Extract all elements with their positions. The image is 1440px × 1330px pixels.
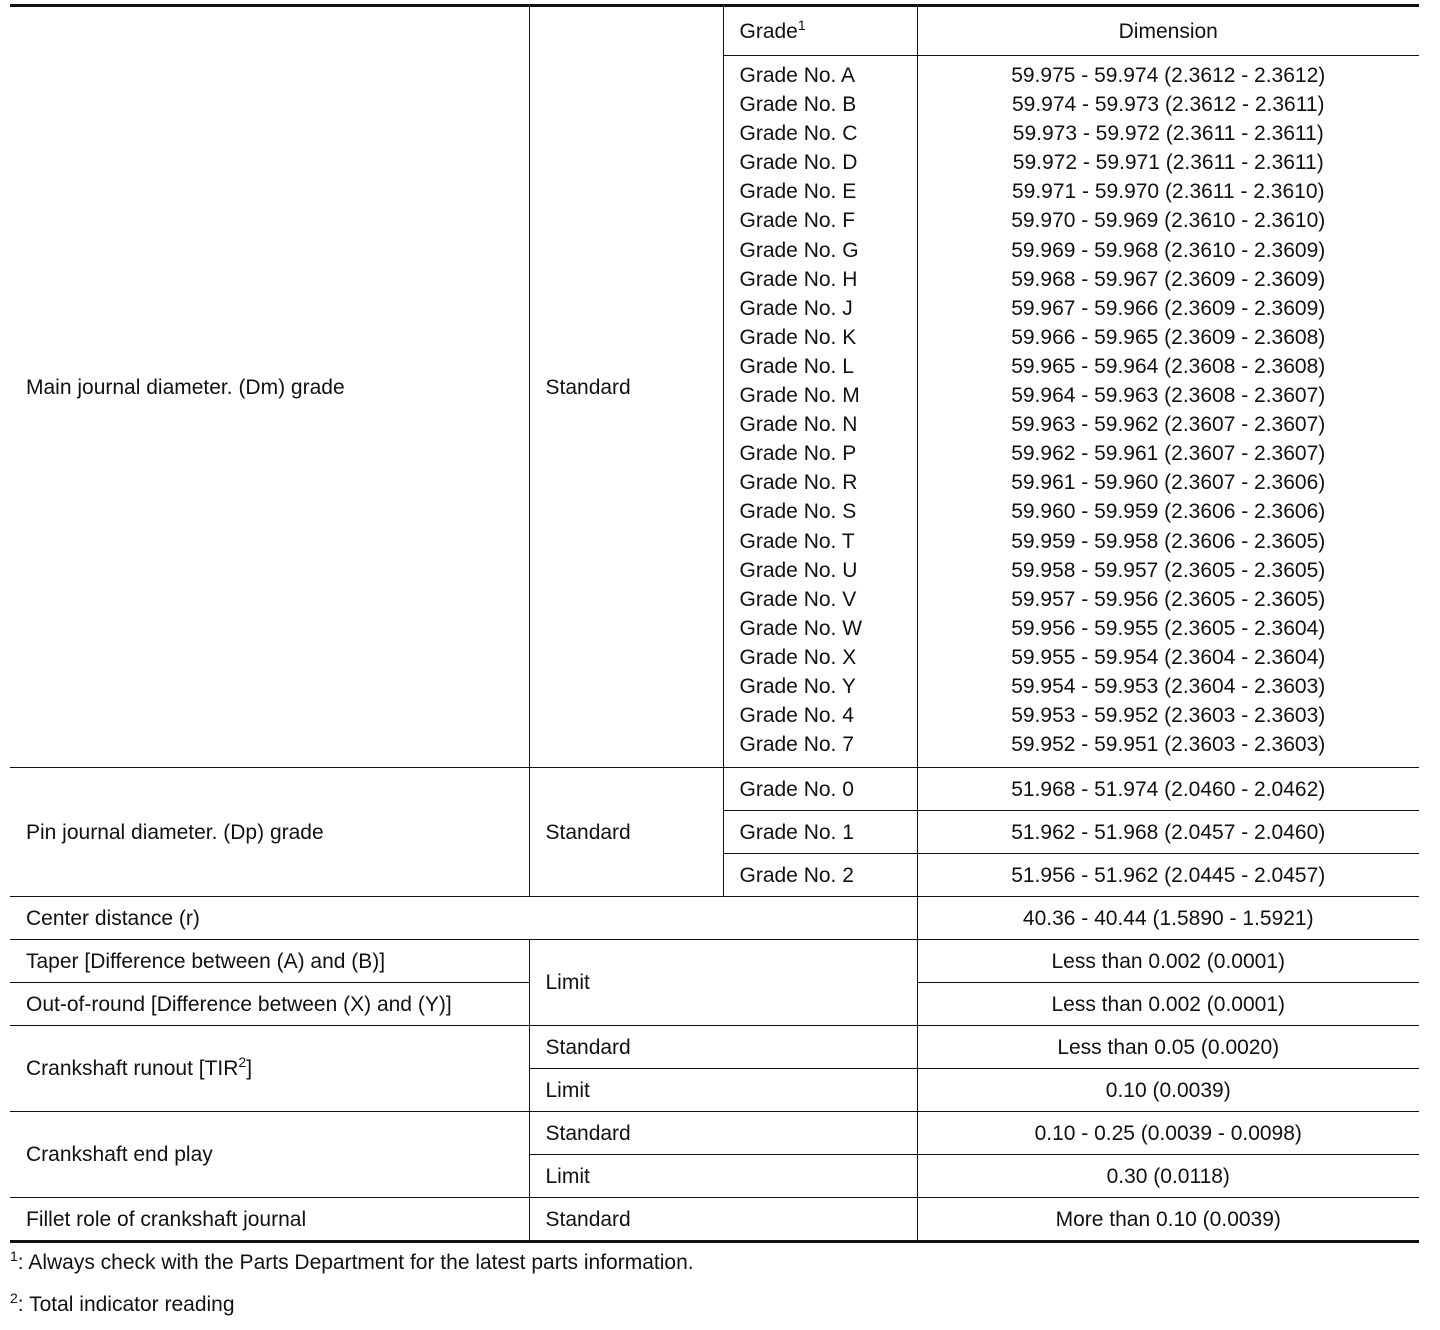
taper-row	[10, 940, 1419, 983]
end-play-standard-label: Standard	[529, 1112, 917, 1155]
main-journal-grade: Grade No. B	[739, 93, 857, 117]
main-journal-dimension: 59.971 - 59.970 (2.3611 - 2.3610)	[1011, 180, 1325, 204]
main-journal-grade: Grade No. X	[739, 645, 857, 669]
out-of-round-item: Out-of-round [Difference between (X) and (Y)]	[10, 983, 529, 1026]
footnote-2-mark: 2	[10, 1290, 18, 1306]
end-play-limit-value: 0.30 (0.0118)	[917, 1155, 1419, 1198]
main-journal-grade: Grade No. V	[739, 587, 857, 611]
main-journal-dimension: 59.966 - 59.965 (2.3609 - 2.3608)	[1011, 325, 1326, 349]
main-journal-dimension: 59.975 - 59.974 (2.3612 - 2.3612)	[1011, 64, 1326, 87]
runout-standard-label: Standard	[529, 1026, 917, 1069]
header-row	[10, 6, 1419, 56]
grade-header-label: Grade	[739, 19, 798, 43]
main-journal-grade: Grade No. M	[739, 384, 860, 408]
main-journal-dimension: 59.956 - 59.955 (2.3605 - 2.3604)	[1011, 616, 1326, 640]
runout-limit-value: 0.10 (0.0039)	[917, 1069, 1419, 1112]
main-journal-item: Main journal diameter. (Dm) grade	[10, 6, 529, 768]
runout-item-close: ]	[246, 1057, 253, 1081]
runout-item-label: Crankshaft runout [TIR	[26, 1057, 239, 1081]
main-journal-grade: Grade No. C	[739, 122, 858, 146]
grade-header-footnote-mark: 1	[797, 16, 806, 33]
main-journal-dimension: 59.959 - 59.958 (2.3606 - 2.3605)	[1011, 529, 1326, 553]
main-journal-dimension: 59.970 - 59.969 (2.3610 - 2.3610)	[1011, 209, 1326, 233]
pin-grade: Grade No. 0	[723, 768, 917, 811]
main-journal-dimension: 59.973 - 59.972 (2.3611 - 2.3611)	[1012, 122, 1324, 146]
main-journal-grade: Grade No. T	[739, 529, 855, 553]
pin-grade: Grade No. 2	[723, 854, 917, 897]
fillet-value: More than 0.10 (0.0039)	[917, 1198, 1419, 1242]
main-journal-dimension: 59.953 - 59.952 (2.3603 - 2.3603)	[1011, 704, 1326, 728]
main-journal-dimension: 59.962 - 59.961 (2.3607 - 2.3607)	[1011, 442, 1326, 466]
main-journal-grade: Grade No. D	[739, 151, 858, 175]
main-journal-dimension: 59.960 - 59.959 (2.3606 - 2.3606)	[1011, 500, 1326, 524]
main-journal-grade: Grade No. Y	[739, 674, 856, 698]
footnote-1-text: : Always check with the Parts Department for the latest parts information.	[17, 1251, 694, 1274]
pin-journal-row	[10, 768, 1419, 811]
footnote-1	[10, 1248, 694, 1275]
end-play-standard-row	[10, 1112, 1419, 1155]
main-journal-dimension: 59.968 - 59.967 (2.3609 - 2.3609)	[1011, 267, 1326, 291]
main-journal-dimension: 59.954 - 59.953 (2.3604 - 2.3603)	[1011, 674, 1326, 698]
main-journal-grade: Grade No. G	[739, 238, 859, 262]
grade-header	[723, 6, 917, 56]
out-of-round-value: Less than 0.002 (0.0001)	[917, 983, 1419, 1026]
main-journal-dimension: 59.961 - 59.960 (2.3607 - 2.3606)	[1011, 471, 1326, 495]
dimension-header: Dimension	[917, 6, 1419, 56]
main-journal-dimension: 59.965 - 59.964 (2.3608 - 2.3608)	[1011, 354, 1326, 378]
main-journal-condition: Standard	[529, 6, 723, 768]
main-journal-dimension: 59.957 - 59.956 (2.3605 - 2.3605)	[1011, 587, 1326, 611]
main-journal-dimension: 59.955 - 59.954 (2.3604 - 2.3604)	[1011, 645, 1326, 669]
main-journal-dimension: 59.963 - 59.962 (2.3607 - 2.3607)	[1011, 413, 1326, 437]
main-journal-dimension: 59.964 - 59.963 (2.3608 - 2.3607)	[1011, 384, 1326, 408]
main-journal-grade: Grade No. W	[739, 616, 863, 640]
main-journal-grade: Grade No. H	[739, 267, 858, 291]
main-journal-dimension: 59.958 - 59.957 (2.3605 - 2.3605)	[1011, 558, 1326, 582]
runout-standard-row	[10, 1026, 1419, 1069]
main-journal-grade-list-cell	[723, 56, 917, 768]
crankshaft-spec-table	[10, 4, 1419, 1243]
main-journal-grade: Grade No. U	[739, 558, 858, 582]
runout-standard-value: Less than 0.05 (0.0020)	[917, 1026, 1419, 1069]
main-journal-grade: Grade No. 7	[739, 733, 854, 757]
runout-limit-label: Limit	[529, 1069, 917, 1112]
end-play-limit-label: Limit	[529, 1155, 917, 1198]
main-journal-grade: Grade No. S	[739, 500, 857, 524]
main-journal-grade: Grade No. E	[739, 180, 857, 204]
main-journal-grade: Grade No. L	[739, 354, 854, 378]
pin-dimension: 51.962 - 51.968 (2.0457 - 2.0460)	[917, 811, 1419, 854]
runout-item	[10, 1026, 529, 1112]
main-journal-grade-list	[740, 61, 917, 759]
main-journal-grade: Grade No. N	[739, 413, 858, 437]
footnote-1-mark: 1	[10, 1248, 18, 1264]
pin-journal-condition: Standard	[529, 768, 723, 897]
center-distance-value: 40.36 - 40.44 (1.5890 - 1.5921)	[917, 897, 1419, 940]
pin-dimension: 51.956 - 51.962 (2.0445 - 2.0457)	[917, 854, 1419, 897]
main-journal-grade: Grade No. K	[739, 325, 857, 349]
footnote-2-text: : Total indicator reading	[17, 1293, 235, 1316]
center-distance-row	[10, 897, 1419, 940]
pin-grade: Grade No. 1	[723, 811, 917, 854]
taper-value: Less than 0.002 (0.0001)	[917, 940, 1419, 983]
roundness-condition: Limit	[529, 940, 917, 1026]
end-play-standard-value: 0.10 - 0.25 (0.0039 - 0.0098)	[917, 1112, 1419, 1155]
main-journal-grade: Grade No. J	[739, 296, 853, 320]
pin-dimension: 51.968 - 51.974 (2.0460 - 2.0462)	[917, 768, 1419, 811]
main-journal-dimension: 59.952 - 59.951 (2.3603 - 2.3603)	[1011, 733, 1326, 757]
main-journal-grade: Grade No. R	[739, 471, 858, 495]
center-distance-item: Center distance (r)	[10, 897, 917, 940]
main-journal-grade: Grade No. F	[739, 209, 856, 233]
taper-item: Taper [Difference between (A) and (B)]	[10, 940, 529, 983]
main-journal-grade: Grade No. P	[739, 442, 857, 466]
main-journal-dimension: 59.972 - 59.971 (2.3611 - 2.3611)	[1012, 151, 1324, 175]
main-journal-dimension-list	[918, 61, 1420, 759]
pin-journal-item: Pin journal diameter. (Dp) grade	[10, 768, 529, 897]
fillet-item: Fillet role of crankshaft journal	[10, 1198, 529, 1242]
main-journal-grade: Grade No. 4	[739, 704, 854, 728]
fillet-condition: Standard	[529, 1198, 917, 1242]
main-journal-dimension-list-cell	[917, 56, 1419, 768]
fillet-row	[10, 1198, 1419, 1242]
main-journal-dimension: 59.967 - 59.966 (2.3609 - 2.3609)	[1011, 296, 1326, 320]
footnote-2	[10, 1290, 235, 1317]
end-play-item: Crankshaft end play	[10, 1112, 529, 1198]
main-journal-grade: Grade No. A	[739, 64, 856, 87]
main-journal-dimension: 59.974 - 59.973 (2.3612 - 2.3611)	[1011, 93, 1325, 117]
runout-footnote-mark: 2	[238, 1054, 247, 1071]
main-journal-dimension: 59.969 - 59.968 (2.3610 - 2.3609)	[1011, 238, 1326, 262]
